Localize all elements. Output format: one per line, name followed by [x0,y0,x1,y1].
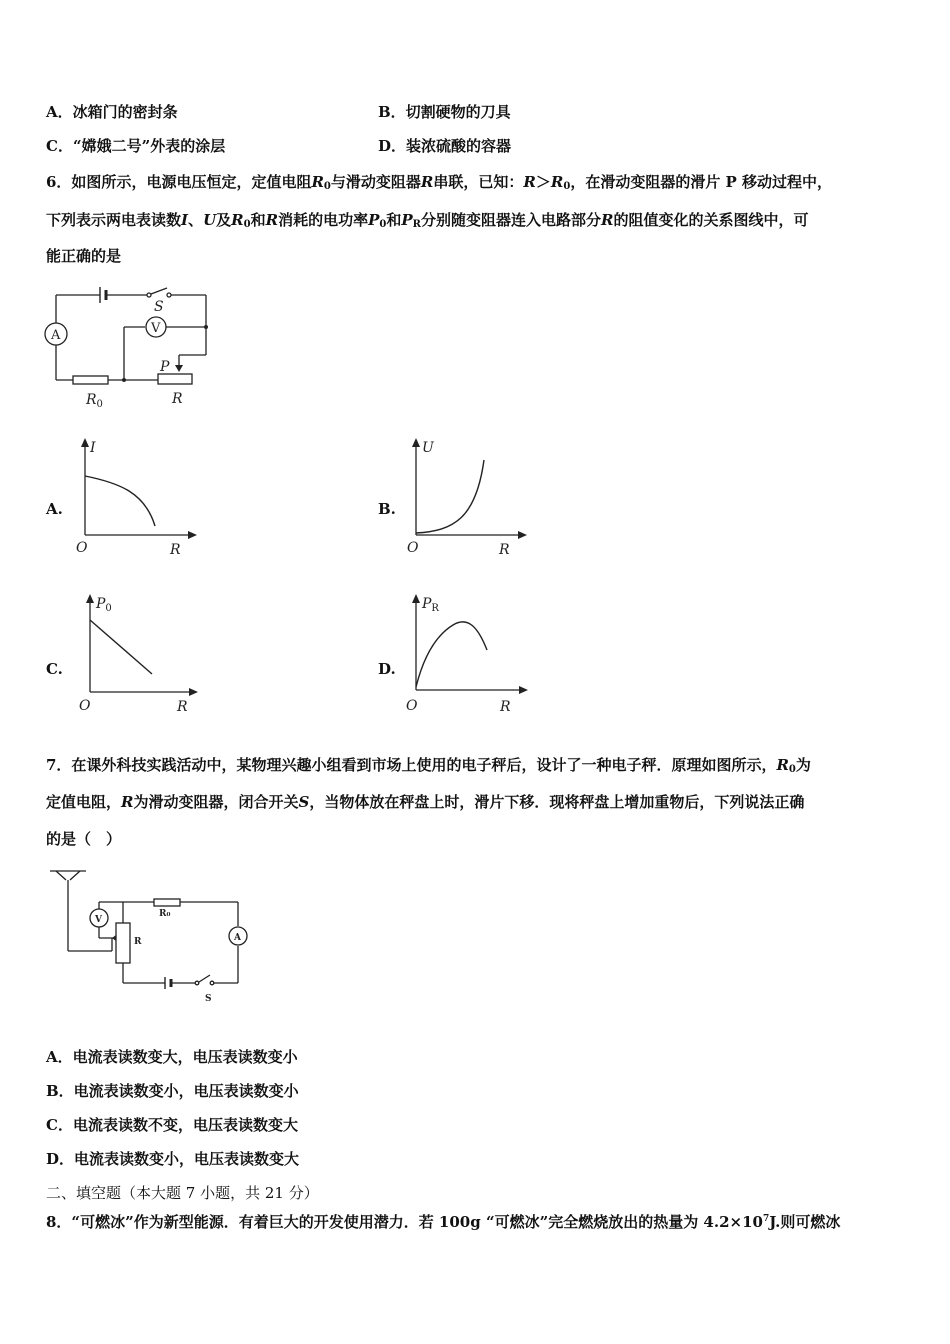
q7-circuit-label-s: S [205,994,212,1004]
q6-graph-c-xlabel: R [177,699,188,715]
q6-graph-a [70,438,200,563]
q6-graph-d [403,594,538,719]
q6-graph-c [75,594,205,719]
q6-graph-b-label: B. [378,500,396,518]
q6-graph-a-origin: O [76,540,88,556]
q6-graph-b-ylabel: U [422,440,434,456]
q7-option-b: B．电流表读数变小，电压表读数变小 [46,1082,299,1100]
q6-graph-a-label: A. [46,500,63,518]
q6-line-3: 能正确的是 [46,247,122,265]
q6-line-1: 6．如图所示，电源电压恒定，定值电阻$R_0$与滑动变阻器R串联，已知：$R>R_0$，在滑动变阻器的滑片 P 移动过程中， [46,173,833,192]
q8-line-1: 8．“可燃冰”作为新型能源．有着巨大的开发使用潜力．若 100g “可燃冰”完全燃烧放出的热量为 $4.2\times 10^7J$.则可燃冰 [46,1213,841,1231]
q6-graph-b-xlabel: R [499,542,510,558]
q6-graph-c-label: C. [46,660,63,678]
q7-line-3: 的是（ ） [46,830,122,848]
q6-line-2: 下列表示两电表读数I、U及$R_0$和R消耗的电功率$P_0$和$P_R$分别随变阻器连入电路部分R的阻值变化的关系图线中，可 [46,211,809,230]
q6-circuit-label-r: R [172,391,183,407]
q7-option-a: A．电流表读数变大，电压表读数变小 [46,1048,298,1066]
q6-circuit-label-p: P [160,359,170,375]
q6-circuit-label-a: A [51,328,61,343]
q7-circuit-diagram [50,866,255,1006]
q6-circuit-label-s: S [154,299,164,315]
q6-circuit-label-v: V [151,321,161,336]
q6-graph-c-ylabel: $P_0$ [96,596,112,614]
section-2-heading: 二、填空题（本大题 7 小题，共 21 分） [46,1184,319,1202]
q7-line-2: 定值电阻，R为滑动变阻器，闭合开关S，当物体放在秤盘上时，滑片下移．现将秤盘上增加重物后，下列说法正确 [46,793,805,811]
q6-circuit-diagram [40,285,220,410]
q6-graph-b [404,438,534,563]
q6-graph-d-xlabel: R [500,699,511,715]
q7-option-c: C．电流表读数不变，电压表读数变大 [46,1116,298,1134]
q6-graph-a-xlabel: R [170,542,181,558]
q5-option-d: D．装浓硫酸的容器 [378,137,512,155]
q5-option-b: B．切割硬物的刀具 [378,103,511,121]
q6-graph-d-origin: O [406,698,418,714]
q6-graph-d-label: D. [378,660,396,678]
q5-option-a: A．冰箱门的密封条 [46,103,178,121]
q6-graph-a-ylabel: I [90,440,96,456]
q6-circuit-label-r0: $R_0$ [86,392,103,410]
q6-graph-c-origin: O [79,698,91,714]
q7-line-1: 7．在课外科技实践活动中，某物理兴趣小组看到市场上使用的电子秤后，设计了一种电子秤．原理如图所示，$R_0$为 [46,756,811,775]
q7-circuit-label-a: A [234,933,241,943]
q7-option-d: D．电流表读数变小，电压表读数变大 [46,1150,300,1168]
q5-option-c: C．“嫦娥二号”外表的涂层 [46,137,226,155]
q6-graph-d-ylabel: $P_R$ [422,596,439,614]
q7-circuit-label-r0: R₀ [159,909,171,919]
q6-graph-b-origin: O [407,540,419,556]
q7-circuit-label-v: V [95,915,102,925]
q7-circuit-label-r: R [134,937,142,947]
